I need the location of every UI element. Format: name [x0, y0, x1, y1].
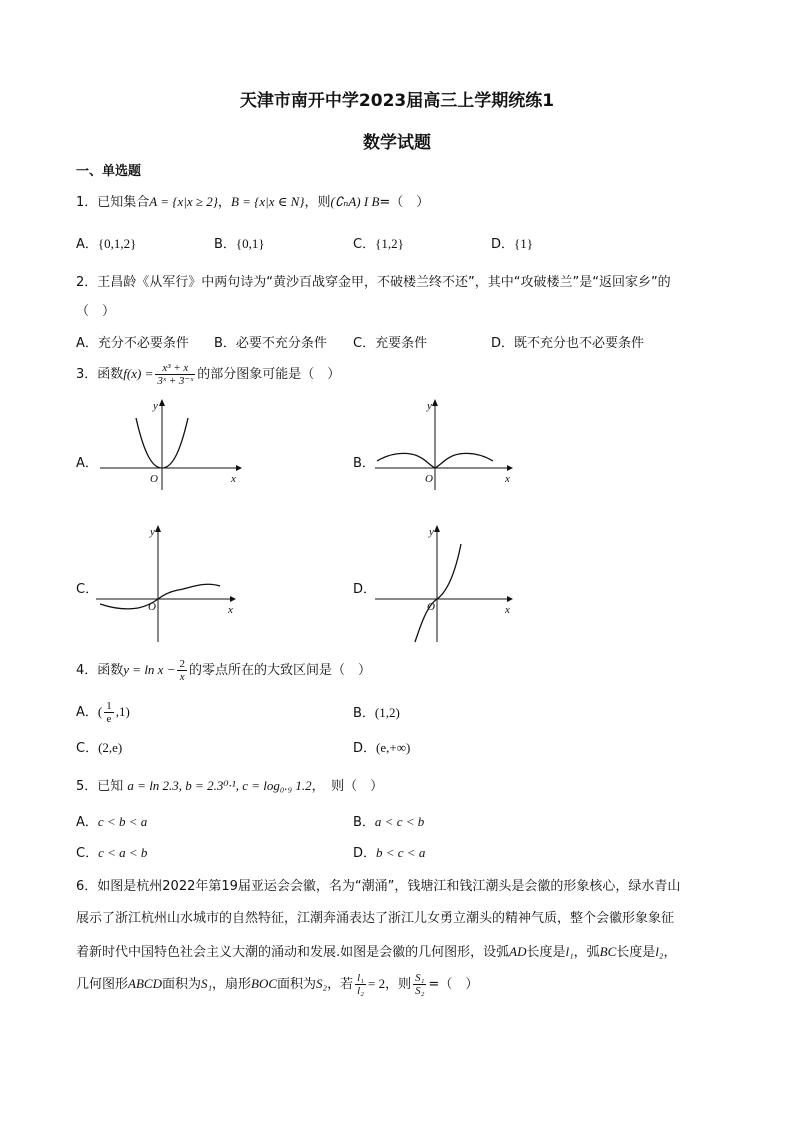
q3-fx: f(x) = [123, 366, 154, 381]
question-5: 5．已知 a = ln 2.3, b = 2.3⁰·¹, c = log₀.₉ 1.2， 则（ ） [76, 778, 384, 794]
question-6-line2: 展示了浙江杭州山水城市的自然特征，江潮奔涌表达了浙江儿女勇立潮头的精神气质，整个会徽形象象征 [76, 911, 675, 926]
q5-option-b[interactable]: B．a < c < b [353, 814, 425, 830]
page-subtitle: 数学试题 [363, 133, 431, 153]
curve [100, 584, 220, 609]
q3-graph-b[interactable] [375, 398, 515, 490]
q1-option-c[interactable]: C．{1,2} [353, 236, 404, 252]
page-title: 天津市南开中学2023届高三上学期统练1 [239, 91, 555, 111]
q2-option-d[interactable]: D．既不充分也不必要条件 [491, 336, 645, 351]
q2-option-a[interactable]: A．充分不必要条件 [76, 336, 189, 351]
x-axis-arrow [230, 596, 236, 602]
section-heading: 一、单选题 [76, 164, 142, 179]
question-6-line3: 着新时代中国特色社会主义大潮的涌动和发展.如图是会徽的几何图形，设弧AD长度是l₁，弧BC长度是l₂， [76, 944, 677, 960]
q1-sep: ， [217, 195, 231, 210]
q6-fraction-s: $\frac{\text{S₁}}{\text{S₂}}$ [415, 972, 425, 997]
q4-option-d[interactable]: D．(e,+∞) [353, 740, 411, 756]
q1-set-b: B = {x|x ∈ N} [230, 194, 305, 209]
q5-option-a[interactable]: A．c < b < a [76, 814, 148, 830]
y-label: y [150, 526, 155, 538]
q4-option-a[interactable]: A．( $\frac{1}{e}$ ,1) [76, 700, 130, 725]
y-axis-arrow [159, 399, 165, 406]
q3-fraction: $\frac{\text{x³ + x}}{\text{3ˣ + 3⁻ˣ}}$ [157, 362, 194, 387]
question-2-line2: （ ） [76, 304, 116, 319]
curve [415, 544, 461, 642]
q1-text-c: =（ ） [379, 195, 430, 210]
q3-option-d-label[interactable]: D． [353, 582, 377, 597]
q2-option-b[interactable]: B．必要不充分条件 [214, 336, 327, 351]
question-6-line1: 6．如图是杭州2022年第19届亚运会会徽，名为“潮涌”，钱塘江和钱江潮头是会徽的形象核心，绿水青山 [76, 879, 681, 894]
q3-option-a-label[interactable]: A． [76, 456, 98, 471]
q4-option-b[interactable]: B．(1,2) [353, 705, 400, 721]
x-label: x [228, 604, 233, 616]
y-label: y [427, 400, 432, 412]
q4-fraction: $\frac{2}{x}$ [179, 658, 185, 683]
q6-fraction-l: $\frac{\text{l₁}}{\text{l₂}}$ [357, 972, 364, 997]
origin-label: O [150, 473, 158, 485]
q5-option-d[interactable]: D．b < c < a [353, 845, 426, 861]
question-3: 3．函数f(x) = $\frac{\text{x³ + x}}{\text{3ˣ + 3⁻ˣ}}$ 的部分图象可能是（ ） [76, 362, 341, 387]
y-label: y [153, 400, 158, 412]
q1-set-a: A = {x|x ≥ 2} [149, 194, 218, 209]
q1-text-a: 已知集合 [97, 195, 150, 210]
origin-label: O [427, 601, 435, 613]
x-axis-arrow [236, 465, 242, 471]
question-2-line1: 2．王昌龄《从军行》中两句诗为“黄沙百战穿金甲，不破楼兰终不还”，其中“攻破楼兰”是“返回家乡”的 [76, 275, 671, 290]
q1-text-b: ，则 [304, 195, 331, 210]
x-label: x [505, 604, 510, 616]
q5-option-c[interactable]: C．c < a < b [76, 845, 148, 861]
q1-option-d[interactable]: D．{1} [491, 236, 533, 252]
x-axis-arrow [507, 596, 513, 602]
x-axis-arrow [507, 465, 513, 471]
q2-option-c[interactable]: C．充要条件 [353, 336, 428, 351]
x-label: x [231, 473, 236, 485]
q3-graph-a[interactable] [100, 398, 240, 490]
q3-graph-c[interactable] [96, 524, 240, 646]
y-axis-arrow [432, 399, 438, 406]
q4-option-c[interactable]: C．(2,e) [76, 740, 123, 756]
q1-option-b[interactable]: B．{0,1} [214, 236, 265, 252]
y-label: y [429, 526, 434, 538]
question-1 [76, 191, 429, 210]
origin-label: O [425, 473, 433, 485]
q3-graph-d[interactable] [375, 524, 519, 646]
q1-option-a[interactable]: A．{0,1,2} [76, 236, 137, 252]
q1-expr: (∁ₙA) I B [330, 194, 380, 209]
q3-option-b-label[interactable]: B． [353, 456, 375, 471]
x-label: x [505, 473, 510, 485]
y-axis-arrow [155, 525, 161, 532]
origin-label: O [148, 601, 156, 613]
question-4: 4．函数y = ln x − $\frac{2}{x}$ 的零点所在的大致区间是（ ） [76, 658, 371, 683]
q1-number: 1． [76, 195, 98, 210]
y-axis-arrow [434, 525, 440, 532]
question-6-line4: 几何图形ABCD面积为S₁，扇形BOC面积为S₂，若 $\frac{\text{l₁}}{\text{l₂}}$ = 2，则 $\frac{\text{S₁}}{\text{S₂}}$ =（ ） [76, 972, 479, 997]
q3-option-c-label[interactable]: C． [76, 582, 99, 597]
